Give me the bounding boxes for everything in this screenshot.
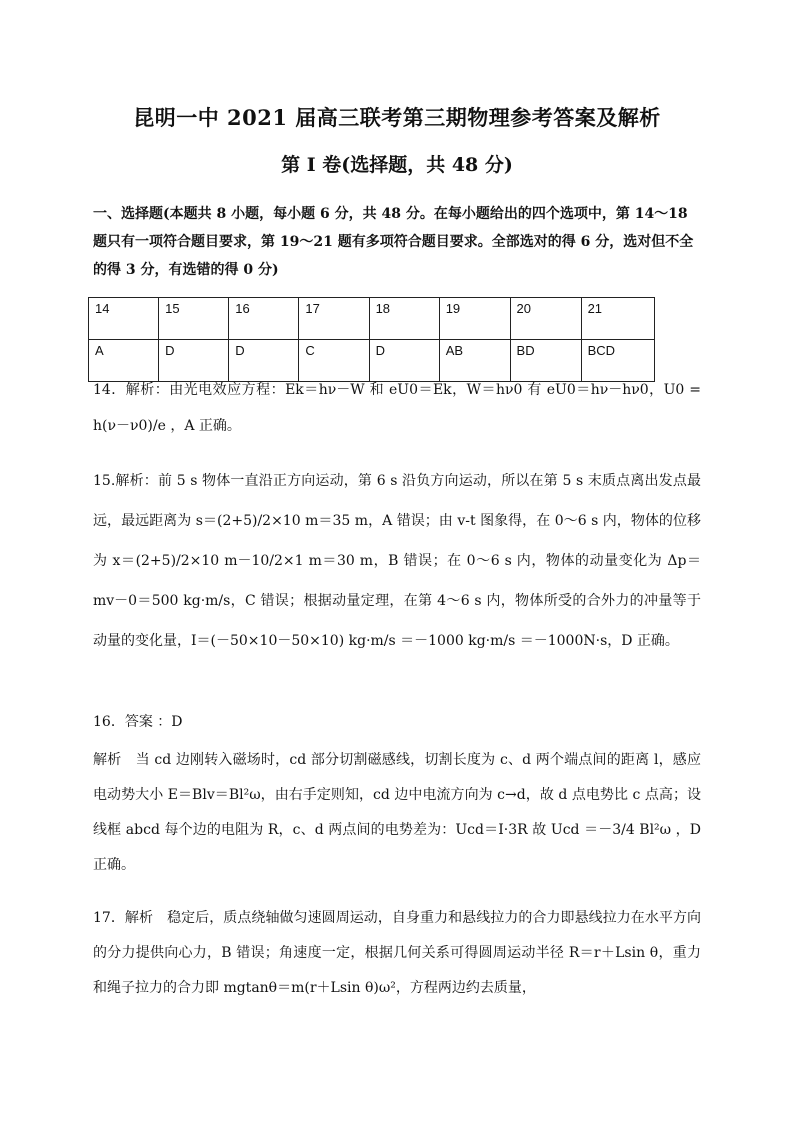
explanation-q15: 15.解析：前 5 s 物体一直沿正方向运动，第 6 s 沿负方向运动，所以在第 5 s 末质点离出发点最远，最远距离为 s＝(2+5)/2×10 m＝35 m，A 错误；由 v-t 图象得，在 0～6 s 内，物体的位移为 x＝(2+5)/2×10 m－10/2×1 m＝30 m，B 错误；在 0～6 s 内，物体的动量变化为 Δp＝mv－0＝500 kg·m/s，C 错误；根据动量定理，在第 4～6 s 内，物体所受的合外力的冲量等于动量的变化量，I＝(－50×10－50×10) kg·m/s ＝－1000 kg·m/s ＝－1000N·s，D 正确。	[93, 473, 701, 649]
answer-cell: D	[369, 340, 439, 382]
question-number: 17	[299, 298, 369, 340]
explanation-q16: 解析 当 cd 边刚转入磁场时，cd 部分切割磁感线，切割长度为 c、d 两个端点间的距离 l，感应电动势大小 E＝Blv＝Bl²ω，由右手定则知，cd 边中电流方向为 c→d，故 d 点电势比 c 点高；设线框 abcd 每个边的电阻为 R，c、d 两点间的电势差为：Ucd＝I·3R 故 Ucd ＝－3/4 Bl²ω ，D 正确。	[93, 752, 701, 873]
answer-cell: A	[89, 340, 159, 382]
question-number: 15	[159, 298, 229, 340]
answer-cell: BD	[510, 340, 581, 382]
question-number: 20	[510, 298, 581, 340]
question-number: 14	[89, 298, 159, 340]
answer-cell: C	[299, 340, 369, 382]
question-number: 18	[369, 298, 439, 340]
explanation-q14: 14．解析：由光电效应方程：Ek＝hν－W 和 eU0＝Ek，W＝hν0 有 eU0＝hν－hν0，U0 = h(ν－ν0)/e ，A 正确。	[93, 382, 701, 434]
answer-q16: 16．答案 ：D	[93, 714, 183, 730]
answer-cell: D	[229, 340, 299, 382]
question-number: 19	[439, 298, 510, 340]
answer-table	[88, 297, 655, 382]
question-row	[89, 298, 655, 340]
answer-cell: BCD	[581, 340, 654, 382]
instructions: 一、选择题(本题共 8 小题，每小题 6 分，共 48 分。在每小题给出的四个选项中，第 14～18 题只有一项符合题目要求，第 19～21 题有多项符合题目要求。全部选对的得 6 分，选对但不全的得 3 分，有选错的得 0 分)	[93, 206, 694, 278]
explanation-q17: 17．解析 稳定后，质点绕轴做匀速圆周运动，自身重力和悬线拉力的合力即悬线拉力在水平方向的分力提供向心力，B 错误；角速度一定，根据几何关系可得圆周运动半径 R＝r＋Lsin θ，重力和绳子拉力的合力即 mgtanθ＝m(r＋Lsin θ)ω²，方程两边约去质量，	[93, 910, 701, 996]
answer-cell: D	[159, 340, 229, 382]
section-subtitle: 第 I 卷(选择题，共 48 分)	[281, 154, 513, 176]
answer-cell: AB	[439, 340, 510, 382]
question-number: 16	[229, 298, 299, 340]
question-number: 21	[581, 298, 654, 340]
page-title: 昆明一中 2021 届高三联考第三期物理参考答案及解析	[133, 105, 661, 130]
